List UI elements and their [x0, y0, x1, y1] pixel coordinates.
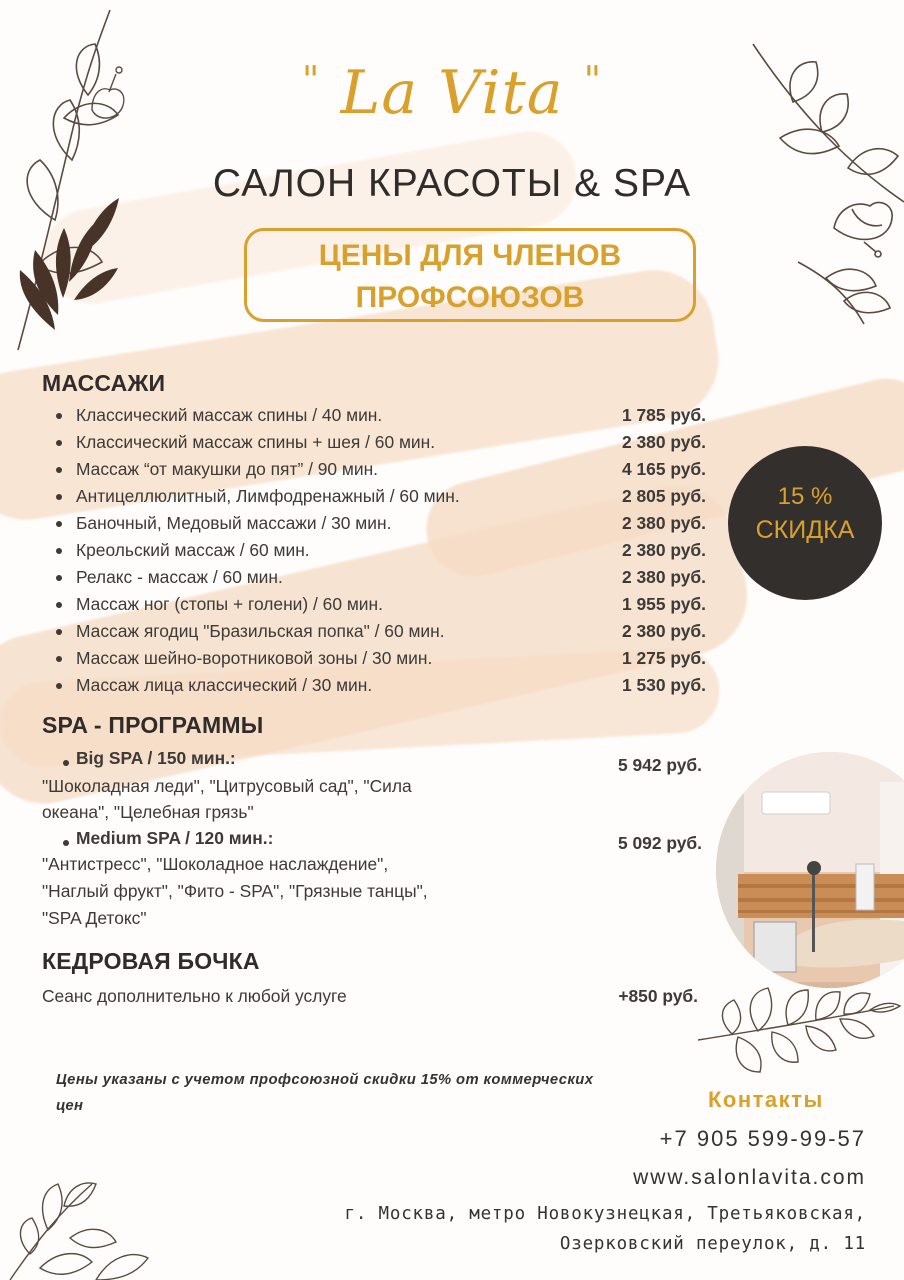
big-spa-title: Big SPA / 150 мин.: [76, 748, 236, 768]
big-spa-description-line: океана", "Целебная грязь" [42, 802, 254, 822]
medium-spa-description-line: "Антистресс", "Шоколадное наслаждение", [42, 854, 389, 874]
cedar-description: Сеанс дополнительно к любой услуге [42, 986, 347, 1006]
big-spa-description-line: "Шоколадная леди", "Цитрусовый сад", "Сила [42, 776, 412, 796]
service-name: Баночный, Медовый массажи / 30 мин. [76, 513, 392, 533]
discount-label: СКИДКА [755, 516, 855, 544]
website-link[interactable]: www.salonlavita.com [633, 1166, 866, 1189]
leaf-branch-icon [0, 1172, 180, 1280]
service-price: 2 380 руб. [622, 432, 706, 452]
service-price: 4 165 руб. [622, 459, 706, 479]
bullet-dot [56, 629, 62, 635]
list-item [56, 483, 710, 510]
discount-badge [728, 446, 882, 600]
salon-logo [0, 58, 904, 128]
discount-note: Цены указаны с учетом профсоюзной скидки 15% от коммерческих цен [56, 1072, 594, 1114]
service-price: 1 530 руб. [622, 675, 706, 695]
service-name: Массаж ягодиц "Бразильская попка" / 60 мин. [76, 621, 445, 641]
salon-room-image [716, 752, 904, 988]
service-price: 2 380 руб. [622, 540, 706, 560]
service-price: 2 805 руб. [622, 486, 706, 506]
medium-spa-price: 5 092 руб. [618, 833, 702, 853]
list-item [56, 672, 710, 699]
olive-branch-icon [690, 982, 902, 1077]
cedar-section-title: КЕДРОВАЯ БОЧКА [42, 948, 260, 974]
service-name: Массаж шейно-воротниковой зоны / 30 мин. [76, 648, 433, 668]
bullet-dot [56, 413, 62, 419]
address-line: г. Москва, метро Новокузнецкая, Третьяковская, [344, 1204, 866, 1224]
service-price: 1 785 руб. [622, 405, 706, 425]
service-price: 2 380 руб. [622, 621, 706, 641]
list-item [56, 564, 710, 591]
members-title-line-1: ЦЕНЫ ДЛЯ ЧЛЕНОВ [318, 239, 622, 272]
service-name: Антицеллюлитный, Лимфодренажный / 60 мин. [76, 486, 460, 506]
bullet-dot [56, 656, 62, 662]
members-title-line-2: ПРОФСОЮЗОВ [355, 281, 585, 314]
massages-section-title: МАССАЖИ [42, 370, 166, 396]
phone-number[interactable]: +7 905 599-99-57 [659, 1126, 866, 1151]
bullet-dot [63, 760, 69, 766]
cedar-price: +850 руб. [618, 986, 698, 1006]
list-item [56, 645, 710, 672]
service-price: 2 380 руб. [622, 567, 706, 587]
bullet-dot [56, 683, 62, 689]
list-item [56, 618, 710, 645]
logo-text: La Vita [340, 58, 564, 128]
medium-spa-description-line: "SPA Детокс" [42, 908, 147, 928]
service-price: 1 955 руб. [622, 594, 706, 614]
service-name: Массаж “от макушки до пят” / 90 мин. [76, 459, 379, 479]
list-item [56, 591, 710, 618]
service-name: Массаж лица классический / 30 мин. [76, 675, 373, 695]
list-item [56, 402, 710, 429]
list-item [56, 510, 710, 537]
service-price: 1 275 руб. [622, 648, 706, 668]
medium-spa-title: Medium SPA / 120 мин.: [76, 828, 274, 848]
address-line: Озерковский переулок, д. 11 [559, 1234, 866, 1254]
logo-quote-close: " [583, 58, 603, 102]
salon-title: САЛОН КРАСОТЫ & SPA [212, 162, 692, 205]
medium-spa-description-line: "Наглый фрукт", "Фито - SPA", "Грязные танцы", [42, 881, 428, 901]
service-price: 2 380 руб. [622, 513, 706, 533]
bullet-dot [56, 575, 62, 581]
bullet-dot [56, 548, 62, 554]
service-name: Классический массаж спины / 40 мин. [76, 405, 383, 425]
discount-percent: 15 % [777, 483, 833, 510]
bullet-dot [56, 440, 62, 446]
members-price-banner [244, 228, 696, 322]
bullet-dot [63, 840, 69, 846]
service-name: Массаж ног (стопы + голени) / 60 мин. [76, 594, 383, 614]
bullet-dot [56, 602, 62, 608]
service-name: Креольский массаж / 60 мин. [76, 540, 310, 560]
list-item [56, 456, 710, 483]
list-item [56, 537, 710, 564]
big-spa-price: 5 942 руб. [618, 755, 702, 775]
spa-section-title: SPA - ПРОГРАММЫ [42, 712, 264, 738]
service-name: Классический массаж спины + шея / 60 мин. [76, 432, 436, 452]
salon-room-photo [716, 752, 904, 988]
logo-quote-open: " [301, 58, 321, 102]
bullet-dot [56, 467, 62, 473]
bullet-dot [56, 494, 62, 500]
massage-price-list [56, 402, 710, 699]
list-item [56, 429, 710, 456]
service-name: Релакс - массаж / 60 мин. [76, 567, 283, 587]
contacts-title: Контакты [708, 1087, 824, 1112]
bullet-dot [56, 521, 62, 527]
